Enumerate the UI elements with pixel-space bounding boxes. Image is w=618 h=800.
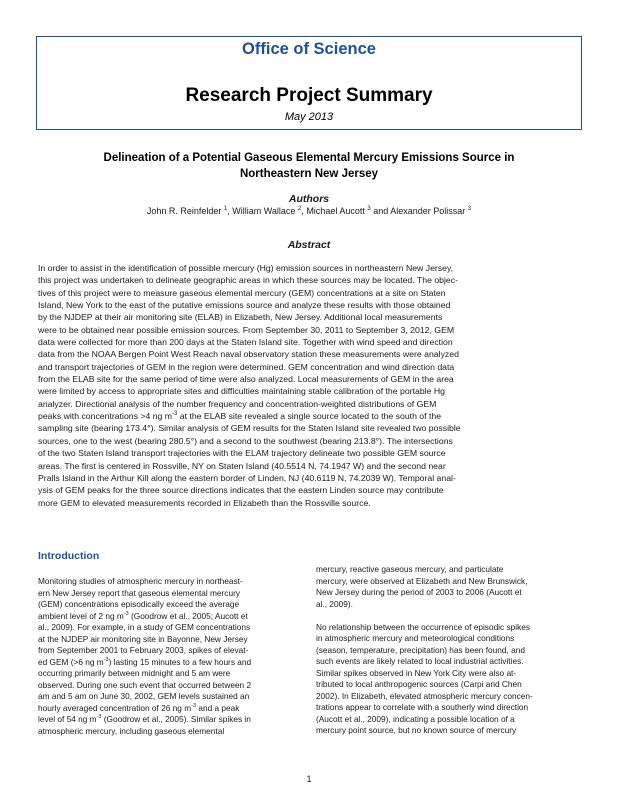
author-name: Michael Aucott xyxy=(306,206,365,216)
report-type-title: Research Project Summary xyxy=(185,85,433,106)
body-text: level of 54 ng m xyxy=(38,714,97,724)
abstract-line: analyzer. Directional analysis of the number frequency and concentration-weighted distributions of GEM xyxy=(38,398,437,409)
body-line: (Aucott et al., 2009), indicating a possible location of a xyxy=(316,713,515,724)
abstract-text: at the ELAB site revealed a single source located to the south of the xyxy=(177,411,442,422)
author-affiliation: 3 xyxy=(467,206,472,212)
body-line: (GEM) concentrations episodically exceed the average xyxy=(38,599,240,609)
body-line: observed. During one such event that occurred between 2 xyxy=(38,679,252,690)
body-line: am and 5 am on June 30, 2002, GEM levels sustained an xyxy=(38,691,250,701)
body-line: mercury, reactive gaseous mercury, and particulate xyxy=(316,564,504,574)
abstract-line: In order to assist in the identification of possible mercury (Hg) emission sources in northeastern New Jersey, xyxy=(38,263,454,273)
paper-title xyxy=(60,150,558,182)
body-line: New Jersey during the period of 2003 to 2006 (Aucott et xyxy=(316,587,522,597)
unit-exponent: -3 xyxy=(191,702,197,709)
abstract-line: sources, one to the west (bearing 280.5°) and a second to the southwest (bearing 213.8°). The intersections xyxy=(38,435,453,446)
authors-heading: Authors xyxy=(288,193,330,205)
abstract-line: Pralls Island in the Arthur Kill along the eastern border of Linden, NJ (40.6119 N, 74.2039 W). Temporal anal- xyxy=(38,472,456,483)
unit-exponent: -3 xyxy=(123,610,129,617)
body-line: trations appear to correlate with a southerly wind direction xyxy=(316,702,529,712)
body-line: (season, temperature, precipitation) has been found, and xyxy=(316,644,525,655)
abstract-line: of the two Staten Island transport trajectories with the ELAM trajectory delineate two possible GEM source xyxy=(38,448,446,459)
author-affiliation: 2 xyxy=(297,206,302,212)
abstract-line: areas. The first is centered in Rossville, NY on Staten Island (40.5514 N, 74.1947 W) and the second near xyxy=(38,460,446,471)
abstract-line: tives of this project were to measure gaseous elemental mercury (GEM) concentrations at a site on Staten xyxy=(38,287,446,298)
page-number: 1 xyxy=(306,774,312,784)
body-line: at the NJDEP air monitoring site in Bayonne, New Jersey xyxy=(38,633,248,644)
abstract-line: this project was undertaken to delineate geographic areas in which these sources may be located. The objec- xyxy=(38,275,458,286)
paper-title-line: Northeastern New Jersey xyxy=(239,168,379,180)
report-date: May 2013 xyxy=(284,111,334,123)
unit-exponent: -3 xyxy=(96,714,102,721)
body-line: mercury point source, but no known source of mercury xyxy=(316,725,517,735)
author-affiliation: 3 xyxy=(367,206,371,212)
body-text: ) lasting 15 minutes to a few hours and xyxy=(108,656,252,667)
abstract-line: were limited by access to appropriate sites and difficulties maintaining stable calibration of the portable Hg xyxy=(38,386,445,397)
body-text: (Goodrow et al., 2005). Similar spikes in xyxy=(101,714,251,724)
introduction-left-column xyxy=(38,576,296,737)
body-line: mercury, were observed at Elizabeth and New Brunswick, xyxy=(316,575,528,586)
body-line xyxy=(38,714,296,726)
body-line: atmospheric mercury, including gaseous elemental xyxy=(38,725,225,736)
body-line: from September 2001 to February 2003, spikes of elevat- xyxy=(38,645,249,655)
abstract-body xyxy=(38,262,581,509)
abstract-line: were to be obtained near possible emission sources. From September 30, 2011 to September 3, 2012, GEM xyxy=(38,324,455,335)
abstract-line: and transport trajectories of GEM in the region were determined. GEM concentration and wind direction data xyxy=(38,361,455,372)
body-line: Monitoring studies of atmospheric mercury in northeast- xyxy=(38,576,243,586)
abstract-line: ysis of GEM peaks for the three source directions indicates that the eastern Linden source may contribute xyxy=(38,485,444,496)
author-name: John R. Reinfelder xyxy=(146,206,222,216)
author-list: John R. Reinfelder $^1$, William Wallace $^2$, Michael Aucott $^3$ and Alexander Polissar $^3$ xyxy=(146,206,472,216)
abstract-heading: Abstract xyxy=(287,239,331,251)
body-line xyxy=(38,703,296,715)
body-line: al., 2009). xyxy=(316,598,353,609)
paper-title-line: Delineation of a Potential Gaseous Elemental Mercury Emissions Source in xyxy=(103,152,515,164)
body-text: ambient level of 2 ng m xyxy=(38,610,124,621)
abstract-line: Island, New York to the east of the putative emissions source and analyze these results with those obtained xyxy=(38,300,451,311)
abstract-line: from the ELAB site for the same period of time were also analyzed. Local measurements of GEM in the area xyxy=(38,374,454,385)
abstract-line: more GEM to elevated measurements recorded in Elizabeth than the Rossville source. xyxy=(38,497,371,508)
unit-exponent: -3 xyxy=(172,411,178,418)
abstract-text: peaks with concentrations >4 ng m xyxy=(38,411,173,422)
introduction-right-column xyxy=(316,564,574,737)
abstract-line: by the NJDEP at their air monitoring site (ELAB) in Elizabeth, New Jersey. Additional local measurements xyxy=(38,312,443,323)
author-name: Alexander Polissar xyxy=(390,206,466,216)
body-text: (Goodrow et al., 2005; Aucott et xyxy=(128,610,248,621)
abstract-line: sampling site (bearing 173.4°). Similar analysis of GEM results for the Staten Island site revealed two possible xyxy=(38,423,461,434)
abstract-line: data were collected for more than 200 days at the Staten Island site. Together with wind speed and direction xyxy=(38,337,453,348)
abstract-line xyxy=(38,410,581,422)
body-line xyxy=(38,611,296,623)
body-line: such events are likely related to local industrial activities. xyxy=(316,656,524,666)
author-affiliation: 1 xyxy=(223,206,228,212)
body-line: in atmospheric mercury and meteorological conditions xyxy=(316,633,515,643)
paragraph-gap xyxy=(316,610,574,622)
body-line: No relationship between the occurrence of episodic spikes xyxy=(316,621,530,632)
unit-exponent: -3 xyxy=(103,656,109,663)
body-line: occurring primarily between midnight and 5 am were xyxy=(38,668,231,678)
body-text: hourly averaged concentration of 26 ng m xyxy=(38,702,192,713)
body-line xyxy=(38,657,296,669)
body-line: al., 2009). For example, in a study of GEM concentrations xyxy=(38,622,251,632)
body-line: 2002). In Elizabeth, elevated atmospheric mercury concen- xyxy=(316,690,533,701)
body-text: ed GEM (>6 ng m xyxy=(38,656,104,667)
body-line: tributed to local anthropogenic sources (Carpi and Chen xyxy=(316,679,522,689)
body-line: ern New Jersey report that gaseous elemental mercury xyxy=(38,587,240,598)
introduction-heading: Introduction xyxy=(38,550,100,562)
office-of-science-heading: Office of Science xyxy=(242,40,376,58)
body-line: Similar spikes observed in New York City were also at- xyxy=(316,667,517,678)
body-text: and a peak xyxy=(196,702,240,713)
author-name: William Wallace xyxy=(232,206,296,216)
abstract-line: data from the NOAA Bergen Point West Reach naval observatory station these measurements were analyzed xyxy=(38,349,459,360)
